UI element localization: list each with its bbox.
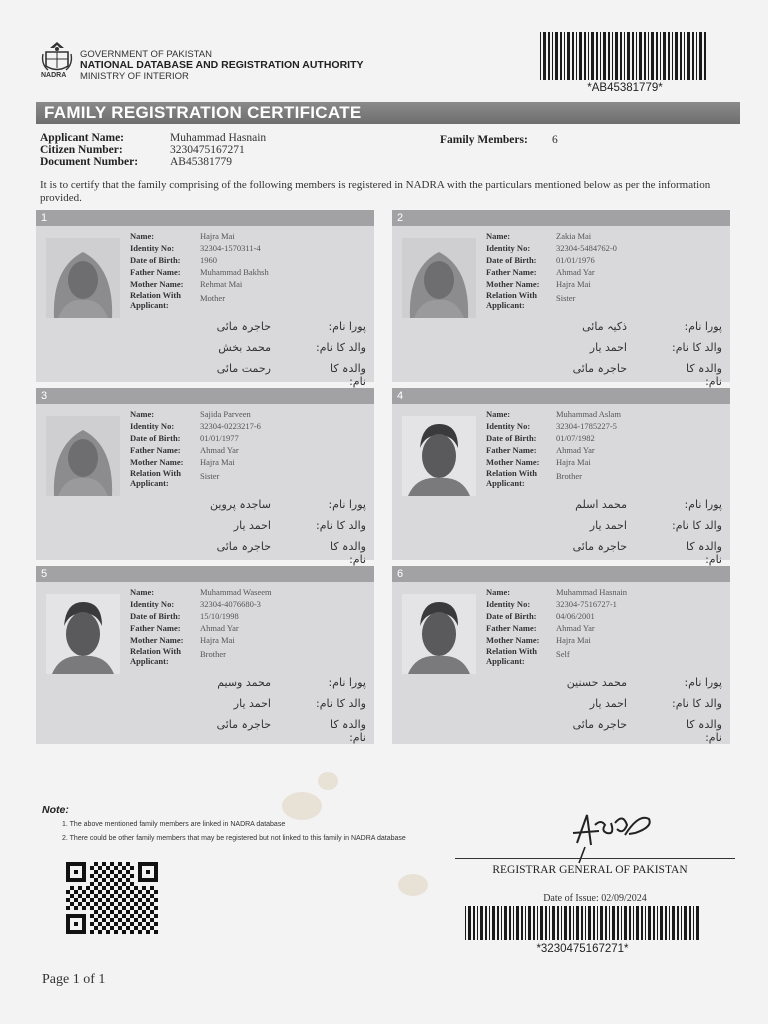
member-name: Muhammad Waseem (200, 587, 272, 597)
member-relation: Self (556, 649, 570, 659)
note-item: 2. There could be other family members that may be registered but not linked to this family in NADRA database (62, 835, 406, 842)
urdu-mother: حاجرہ مائی (572, 718, 627, 731)
urdu-mother-label: والدہ کا نام: (685, 362, 722, 388)
field-row (486, 408, 726, 420)
member-name: Sajida Parveen (200, 409, 251, 419)
urdu-father: محمد بخش (218, 341, 271, 354)
urdu-father: احمد یار (589, 341, 627, 354)
member-father: Ahmad Yar (556, 267, 595, 277)
government-line: GOVERNMENT OF PAKISTAN (80, 49, 212, 60)
member-identity: 32304-4076680-3 (200, 599, 261, 609)
field-row (486, 230, 726, 242)
member-urdu-fields (126, 320, 366, 388)
urdu-name-label: پورا نام: (684, 676, 722, 689)
member-fields (486, 408, 726, 490)
member-fields (486, 586, 726, 668)
urdu-father-label: والد کا نام: (671, 519, 722, 532)
applicant-name-label: Applicant Name: (40, 132, 125, 144)
citizen-barcode (465, 906, 700, 940)
member-identity: 32304-0223217-6 (200, 421, 261, 431)
mother-label: Mother Name: (486, 457, 540, 467)
member-photo (402, 416, 476, 496)
field-row (130, 634, 370, 646)
dob-label: Date of Birth: (486, 433, 537, 443)
member-photo (46, 416, 120, 496)
mother-label: Mother Name: (130, 457, 184, 467)
member-relation: Brother (556, 471, 582, 481)
member-mother: Hajra Mai (200, 635, 235, 645)
member-photo (402, 594, 476, 674)
document-barcode (540, 32, 710, 80)
member-fields (130, 586, 370, 668)
mother-label: Mother Name: (130, 279, 184, 289)
field-row (130, 646, 370, 668)
member-card (392, 566, 730, 744)
relation-label: Relation With Applicant: (130, 468, 181, 488)
member-identity: 32304-1570311-4 (200, 243, 261, 253)
identity-label: Identity No: (486, 421, 531, 431)
urdu-mother-label: والدہ کا نام: (685, 718, 722, 744)
urdu-mother: حاجرہ مائی (572, 362, 627, 375)
urdu-name-label: پورا نام: (328, 676, 366, 689)
urdu-father: احمد یار (233, 697, 271, 710)
urdu-row (482, 697, 722, 718)
member-number: 1 (36, 210, 374, 226)
member-card (392, 388, 730, 566)
name-label: Name: (130, 587, 155, 597)
member-dob: 04/06/2001 (556, 611, 595, 621)
member-urdu-fields (482, 498, 722, 566)
urdu-name: ساجدہ پروین (210, 498, 271, 511)
urdu-row (126, 341, 366, 362)
urdu-father-label: والد کا نام: (315, 519, 366, 532)
urdu-name: محمد حسنین (566, 676, 627, 689)
urdu-mother: حاجرہ مائی (572, 540, 627, 553)
nadra-logo-text: NADRA (41, 72, 67, 79)
registrar-signature (565, 805, 660, 865)
urdu-father-label: والد کا نام: (671, 697, 722, 710)
relation-label: Relation With Applicant: (486, 646, 537, 666)
field-row (130, 444, 370, 456)
name-label: Name: (486, 587, 511, 597)
member-photo (402, 238, 476, 318)
member-identity: 32304-1785227-5 (556, 421, 617, 431)
member-urdu-fields (482, 676, 722, 744)
name-label: Name: (486, 231, 511, 241)
ministry-line: MINISTRY OF INTERIOR (80, 71, 189, 82)
urdu-mother: رحمت مائی (216, 362, 271, 375)
family-members-label: Family Members: (440, 134, 528, 146)
member-card (36, 388, 374, 566)
field-row (130, 254, 370, 266)
certification-statement: It is to certify that the family comprising of the following members is registered in NADRA with the particulars mentioned below as per the information provided. (40, 179, 711, 204)
dob-label: Date of Birth: (130, 611, 181, 621)
family-members-count (440, 134, 558, 146)
field-row (486, 586, 726, 598)
urdu-mother-label: والدہ کا نام: (329, 718, 366, 744)
page-number: Page 1 of 1 (42, 972, 106, 987)
mother-label: Mother Name: (486, 635, 540, 645)
member-number: 5 (36, 566, 374, 582)
urdu-row (126, 676, 366, 697)
member-relation: Mother (200, 293, 226, 303)
field-row (486, 420, 726, 432)
member-dob: 15/10/1998 (200, 611, 239, 621)
urdu-row (126, 540, 366, 566)
name-label: Name: (130, 231, 155, 241)
member-number: 4 (392, 388, 730, 404)
applicant-name: Muhammad Hasnain (170, 132, 267, 144)
member-father: Ahmad Yar (200, 445, 239, 455)
urdu-row (126, 519, 366, 540)
field-row (130, 278, 370, 290)
stain (282, 792, 322, 820)
member-number: 2 (392, 210, 730, 226)
field-row (486, 444, 726, 456)
urdu-mother-label: والدہ کا نام: (685, 540, 722, 566)
relation-label: Relation With Applicant: (486, 468, 537, 488)
name-label: Name: (486, 409, 511, 419)
urdu-mother-label: والدہ کا نام: (329, 362, 366, 388)
registrar-title: REGISTRAR GENERAL OF PAKISTAN (492, 864, 688, 876)
urdu-row (482, 362, 722, 388)
member-mother: Hajra Mai (200, 457, 235, 467)
urdu-father-label: والد کا نام: (315, 341, 366, 354)
note-heading: Note: (42, 804, 69, 816)
urdu-name-label: پورا نام: (328, 320, 366, 333)
name-label: Name: (130, 409, 155, 419)
certificate-title: FAMILY REGISTRATION CERTIFICATE (36, 102, 740, 124)
member-father: Ahmad Yar (556, 623, 595, 633)
urdu-row (482, 540, 722, 566)
father-label: Father Name: (486, 623, 537, 633)
member-father: Ahmad Yar (200, 623, 239, 633)
date-of-issue: Date of Issue: 02/09/2024 (543, 893, 647, 904)
citizen-number: 3230475167271 (170, 144, 245, 156)
document-number: AB45381779 (170, 156, 232, 168)
member-name: Muhammad Hasnain (556, 587, 628, 597)
urdu-row (482, 718, 722, 744)
field-row (130, 586, 370, 598)
member-father: Ahmad Yar (556, 445, 595, 455)
member-relation: Brother (200, 649, 226, 659)
member-dob: 01/07/1982 (556, 433, 595, 443)
urdu-row (126, 697, 366, 718)
stain (318, 772, 338, 790)
urdu-name: حاجرہ مائی (216, 320, 271, 333)
field-row (486, 622, 726, 634)
field-row (486, 254, 726, 266)
field-row (130, 468, 370, 490)
member-photo (46, 594, 120, 674)
father-label: Father Name: (130, 445, 181, 455)
field-row (486, 278, 726, 290)
field-row (130, 456, 370, 468)
urdu-name: محمد وسیم (217, 676, 271, 689)
member-card (392, 210, 730, 388)
field-row (486, 242, 726, 254)
relation-label: Relation With Applicant: (130, 646, 181, 666)
urdu-name: محمد اسلم (575, 498, 627, 511)
urdu-row (482, 519, 722, 540)
member-card (36, 566, 374, 744)
father-label: Father Name: (486, 267, 537, 277)
member-mother: Hajra Mai (556, 279, 591, 289)
member-dob: 01/01/1977 (200, 433, 239, 443)
field-row (486, 646, 726, 668)
father-label: Father Name: (130, 623, 181, 633)
urdu-row (482, 341, 722, 362)
document-barcode-text: *AB45381779* (587, 82, 663, 94)
identity-label: Identity No: (130, 243, 175, 253)
member-number: 6 (392, 566, 730, 582)
stain (398, 874, 428, 896)
member-fields (130, 230, 370, 312)
field-row (486, 598, 726, 610)
member-name: Zakia Mai (556, 231, 592, 241)
document-number-label: Document Number: (40, 156, 139, 168)
family-members-value: 6 (552, 134, 558, 146)
urdu-father-label: والد کا نام: (671, 341, 722, 354)
field-row (486, 468, 726, 490)
urdu-mother-label: والدہ کا نام: (329, 540, 366, 566)
field-row (486, 634, 726, 646)
qr-code (66, 862, 158, 934)
father-label: Father Name: (130, 267, 181, 277)
mother-label: Mother Name: (130, 635, 184, 645)
field-row (130, 290, 370, 312)
member-number: 3 (36, 388, 374, 404)
field-row (130, 266, 370, 278)
urdu-father: احمد یار (589, 519, 627, 532)
note-item: 1. The above mentioned family members are linked in NADRA database (62, 821, 286, 828)
urdu-name-label: پورا نام: (328, 498, 366, 511)
member-name: Hajra Mai (200, 231, 235, 241)
member-father: Muhammad Bakhsh (200, 267, 269, 277)
urdu-row (126, 362, 366, 388)
identity-label: Identity No: (130, 599, 175, 609)
member-card (36, 210, 374, 388)
signature-line (455, 858, 735, 859)
urdu-father-label: والد کا نام: (315, 697, 366, 710)
member-urdu-fields (126, 676, 366, 744)
field-row (130, 432, 370, 444)
notes-list (62, 818, 406, 846)
member-photo (46, 238, 120, 318)
member-mother: Hajra Mai (556, 635, 591, 645)
dob-label: Date of Birth: (130, 255, 181, 265)
citizen-number-label: Citizen Number: (40, 144, 123, 156)
member-urdu-fields (126, 498, 366, 566)
citizen-barcode-text: *3230475167271* (536, 943, 629, 955)
identity-label: Identity No: (486, 599, 531, 609)
father-label: Father Name: (486, 445, 537, 455)
identity-label: Identity No: (130, 421, 175, 431)
identity-label: Identity No: (486, 243, 531, 253)
issuing-authority (80, 49, 364, 82)
urdu-mother: حاجرہ مائی (216, 718, 271, 731)
applicant-details (40, 132, 420, 172)
urdu-name: ذکیہ مائی (582, 320, 627, 333)
field-row (130, 408, 370, 420)
dob-label: Date of Birth: (486, 255, 537, 265)
urdu-mother: حاجرہ مائی (216, 540, 271, 553)
urdu-row (482, 676, 722, 697)
member-name: Muhammad Aslam (556, 409, 621, 419)
dob-label: Date of Birth: (486, 611, 537, 621)
field-row (130, 598, 370, 610)
urdu-row (482, 320, 722, 341)
member-dob: 01/01/1976 (556, 255, 595, 265)
member-fields (130, 408, 370, 490)
field-row (486, 432, 726, 444)
relation-label: Relation With Applicant: (486, 290, 537, 310)
member-urdu-fields (482, 320, 722, 388)
member-mother: Hajra Mai (556, 457, 591, 467)
urdu-row (126, 718, 366, 744)
urdu-name-label: پورا نام: (684, 498, 722, 511)
urdu-name-label: پورا نام: (684, 320, 722, 333)
member-fields (486, 230, 726, 312)
member-dob: 1960 (200, 255, 217, 265)
field-row (130, 622, 370, 634)
member-mother: Rehmat Mai (200, 279, 243, 289)
authority-line: NATIONAL DATABASE AND REGISTRATION AUTHORITY (80, 59, 364, 71)
field-row (130, 242, 370, 254)
field-row (130, 610, 370, 622)
member-identity: 32304-7516727-1 (556, 599, 617, 609)
urdu-row (126, 498, 366, 519)
dob-label: Date of Birth: (130, 433, 181, 443)
relation-label: Relation With Applicant: (130, 290, 181, 310)
urdu-father: احمد یار (589, 697, 627, 710)
field-row (486, 290, 726, 312)
urdu-row (126, 320, 366, 341)
mother-label: Mother Name: (486, 279, 540, 289)
field-row (486, 610, 726, 622)
member-identity: 32304-5484762-0 (556, 243, 617, 253)
field-row (130, 230, 370, 242)
urdu-row (482, 498, 722, 519)
member-relation: Sister (200, 471, 220, 481)
field-row (130, 420, 370, 432)
urdu-father: احمد یار (233, 519, 271, 532)
field-row (486, 456, 726, 468)
field-row (486, 266, 726, 278)
member-relation: Sister (556, 293, 576, 303)
